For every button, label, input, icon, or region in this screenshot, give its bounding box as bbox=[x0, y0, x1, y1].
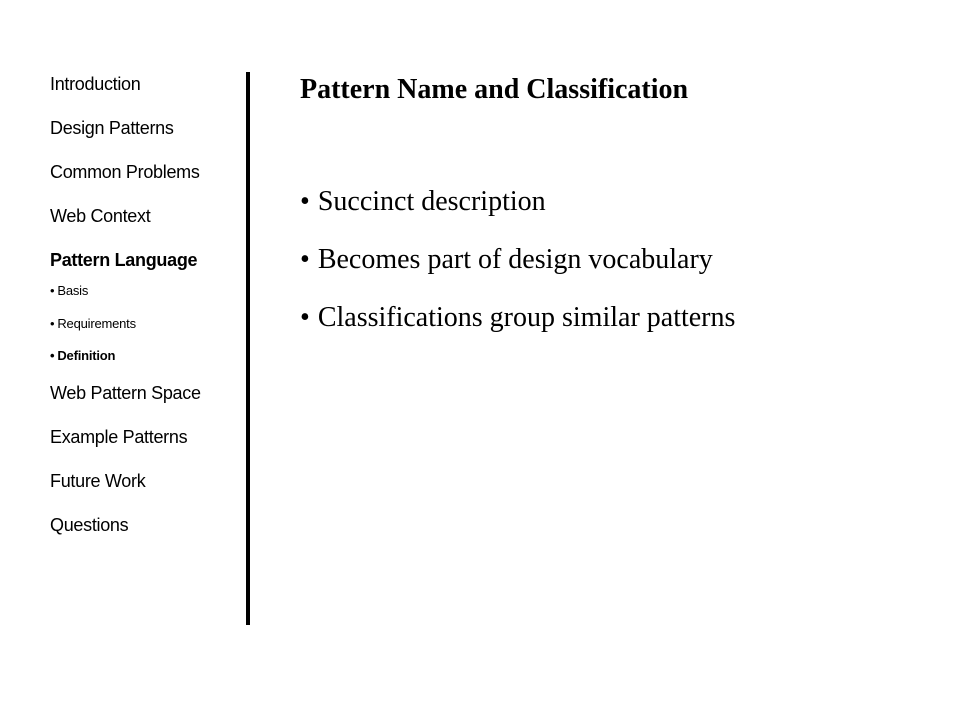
nav-item-example-patterns[interactable]: Example Patterns bbox=[50, 427, 188, 447]
bullet-text: Becomes part of design vocabulary bbox=[317, 244, 713, 275]
nav-item-web-pattern-space[interactable]: Web Pattern Space bbox=[50, 383, 201, 403]
nav-subitem-requirements[interactable] bbox=[50, 315, 240, 333]
bullet-list bbox=[300, 186, 920, 334]
nav-subitem-definition[interactable] bbox=[50, 347, 240, 365]
bullet-text: Classifications group similar patterns bbox=[317, 302, 736, 333]
bullet-glyph: • bbox=[300, 244, 310, 275]
nav-subitem-basis[interactable] bbox=[50, 282, 240, 300]
bullet-text: Succinct description bbox=[317, 186, 546, 217]
nav-item-introduction[interactable]: Introduction bbox=[50, 74, 141, 94]
nav-subitem-label: Basis bbox=[57, 283, 89, 298]
nav-item-pattern-language[interactable]: Pattern Language bbox=[50, 250, 198, 270]
bullet-glyph: • bbox=[50, 348, 55, 363]
vertical-divider bbox=[246, 72, 250, 625]
nav-item-future-work[interactable]: Future Work bbox=[50, 471, 146, 491]
nav-item-questions[interactable]: Questions bbox=[50, 515, 129, 535]
bullet-glyph: • bbox=[300, 302, 310, 333]
nav-item-web-context[interactable]: Web Context bbox=[50, 206, 151, 226]
sidebar-outline bbox=[50, 72, 240, 557]
nav-item-common-problems[interactable]: Common Problems bbox=[50, 162, 200, 182]
nav-item-design-patterns[interactable]: Design Patterns bbox=[50, 118, 174, 138]
nav-subitem-label: Requirements bbox=[57, 315, 136, 331]
bullet-item bbox=[300, 244, 920, 276]
bullet-item bbox=[300, 186, 920, 218]
bullet-glyph: • bbox=[50, 315, 55, 331]
bullet-item bbox=[300, 302, 920, 334]
nav-subitem-label: Definition bbox=[57, 348, 116, 363]
slide-content bbox=[300, 70, 920, 360]
bullet-glyph: • bbox=[300, 186, 310, 217]
slide-title: Pattern Name and Classification bbox=[300, 74, 689, 105]
bullet-glyph: • bbox=[50, 283, 55, 298]
